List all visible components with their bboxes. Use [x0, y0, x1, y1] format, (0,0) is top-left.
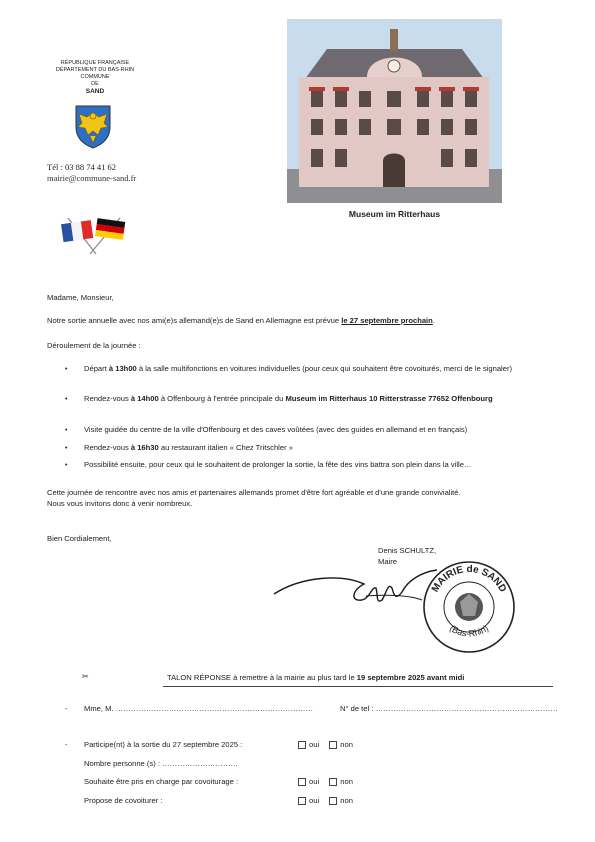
- svg-text:MAIRIE de SAND: [430, 564, 508, 594]
- dash-icon: -: [65, 742, 68, 749]
- signatory-name: Denis SCHULTZ,: [378, 546, 437, 555]
- carpool-need-non-checkbox[interactable]: [329, 778, 337, 786]
- item-text: Visite guidée du centre de la ville d'Offenbourg et des caves voûtées (avec des guides en allemand et en français): [84, 425, 468, 434]
- name-input[interactable]: ……………………………………………………………………: [115, 704, 314, 713]
- signatory-role: Maire: [378, 556, 397, 566]
- intro-paragraph: [47, 316, 547, 327]
- greeting: Madame, Monsieur,: [47, 293, 114, 302]
- oui-label: oui: [309, 740, 320, 749]
- participate-label: Participe(nt) à la sortie du 27 septembre 2025 :: [84, 740, 243, 749]
- bullet-icon: •: [65, 462, 68, 469]
- talon-deadline: 19 septembre 2025 avant midi: [356, 673, 465, 682]
- carpool-offer-label: Propose de covoiturer :: [84, 796, 163, 805]
- header-line-commune: COMMUNE: [80, 74, 110, 80]
- oui-label: oui: [309, 796, 320, 805]
- list-item: [84, 394, 554, 405]
- talon-divider: [163, 686, 553, 687]
- program-title: Déroulement de la journée :: [47, 341, 141, 350]
- tel-label: N° de tel :: [340, 704, 374, 713]
- closing-line-1: Cette journée de rencontre avec nos amis et partenaires allemands promet d'être fort agréable et d'une grande convivialité.: [47, 488, 461, 497]
- intro-pre: Notre sortie annuelle avec nos ami(e)s allemand(e)s de Sand en Allemagne est prévue: [47, 316, 342, 325]
- coat-of-arms-icon: [73, 103, 113, 149]
- tel-row: [340, 704, 558, 715]
- closing-paragraph: [47, 488, 557, 509]
- participate-non-checkbox[interactable]: [329, 741, 337, 749]
- non-label: non: [340, 777, 353, 786]
- scissors-icon: ✂: [82, 672, 89, 681]
- stamp-top-text: MAIRIE de SAND: [429, 563, 509, 595]
- carpool-need-options: [298, 777, 353, 788]
- oui-label: oui: [309, 777, 320, 786]
- item-text: au restaurant italien « Chez Tritschler »: [158, 443, 293, 452]
- phone-number: Tél : 03 88 74 41 62: [47, 162, 116, 172]
- carpool-offer-options: [298, 796, 353, 807]
- participate-oui-checkbox[interactable]: [298, 741, 306, 749]
- list-item: [84, 460, 554, 471]
- bullet-icon: •: [65, 445, 68, 452]
- header-line-de: DE: [91, 81, 99, 87]
- item-time: à 14h00: [130, 394, 159, 403]
- item-text: Départ: [84, 364, 109, 373]
- mairie-stamp: [420, 558, 518, 656]
- stamp-bottom-text: (Bas-Rhin): [447, 623, 491, 639]
- header-line-sand: SAND: [85, 88, 105, 95]
- svg-text:(Bas-Rhin): [448, 623, 490, 639]
- item-text: Rendez-vous: [84, 443, 131, 452]
- handwritten-signature: [272, 566, 442, 616]
- carpool-offer-oui-checkbox[interactable]: [298, 797, 306, 805]
- dash-icon: -: [65, 706, 68, 713]
- carpool-need-label: Souhaite être pris en charge par covoiturage :: [84, 777, 239, 786]
- non-label: non: [340, 740, 353, 749]
- people-count-field[interactable]: Nombre personne (s) : …………………………: [84, 759, 239, 768]
- item-time: à 16h30: [130, 443, 159, 452]
- item-text: Possibilité ensuite, pour ceux qui le souhaitent de prolonger la sortie, la fête des vins battra son plein dans la ville…: [84, 460, 472, 469]
- bullet-icon: •: [65, 427, 68, 434]
- name-label: Mme, M.: [84, 704, 114, 713]
- sign-off: Bien Cordialement,: [47, 534, 112, 543]
- list-item: [84, 364, 552, 375]
- header-line-republic: RÉPUBLIQUE FRANÇAISE: [60, 60, 130, 66]
- item-text: à Offenbourg à l'entrée principale du: [158, 394, 286, 403]
- non-label: non: [340, 796, 353, 805]
- talon-title: [167, 673, 464, 684]
- name-row: [84, 704, 313, 715]
- header-line-department: DÉPARTEMENT DU BAS-RHIN: [55, 67, 135, 73]
- email-address[interactable]: mairie@commune-sand.fr: [47, 173, 137, 183]
- bullet-icon: •: [65, 396, 68, 403]
- talon-title-text: TALON RÉPONSE à remettre à la mairie au plus tard le: [167, 673, 357, 682]
- item-text: Rendez-vous: [84, 394, 131, 403]
- list-item: [84, 443, 554, 454]
- carpool-need-oui-checkbox[interactable]: [298, 778, 306, 786]
- bullet-icon: •: [65, 366, 68, 373]
- carpool-offer-non-checkbox[interactable]: [329, 797, 337, 805]
- intro-date: le 27 septembre prochain: [341, 316, 433, 325]
- museum-photo: [287, 19, 502, 203]
- participate-options: [298, 740, 353, 751]
- contact-block: [47, 162, 136, 184]
- photo-caption: Museum im Ritterhaus: [348, 209, 441, 219]
- header-block: [40, 60, 150, 95]
- closing-line-2: Nous vous invitons donc à venir nombreux.: [47, 498, 193, 508]
- intro-post: .: [432, 316, 435, 325]
- list-item: [84, 425, 554, 436]
- item-text: à la salle multifonctions en voitures individuelles (pour ceux qui souhaitent être covoiturés, merci de le signaler): [136, 364, 513, 373]
- item-address: Museum im Ritterhaus 10 Ritterstrasse 77652 Offenbourg: [285, 394, 493, 403]
- tel-input[interactable]: ………………………………………………………………: [375, 704, 558, 713]
- item-time: à 13h00: [108, 364, 137, 373]
- flags-icon: [58, 212, 130, 256]
